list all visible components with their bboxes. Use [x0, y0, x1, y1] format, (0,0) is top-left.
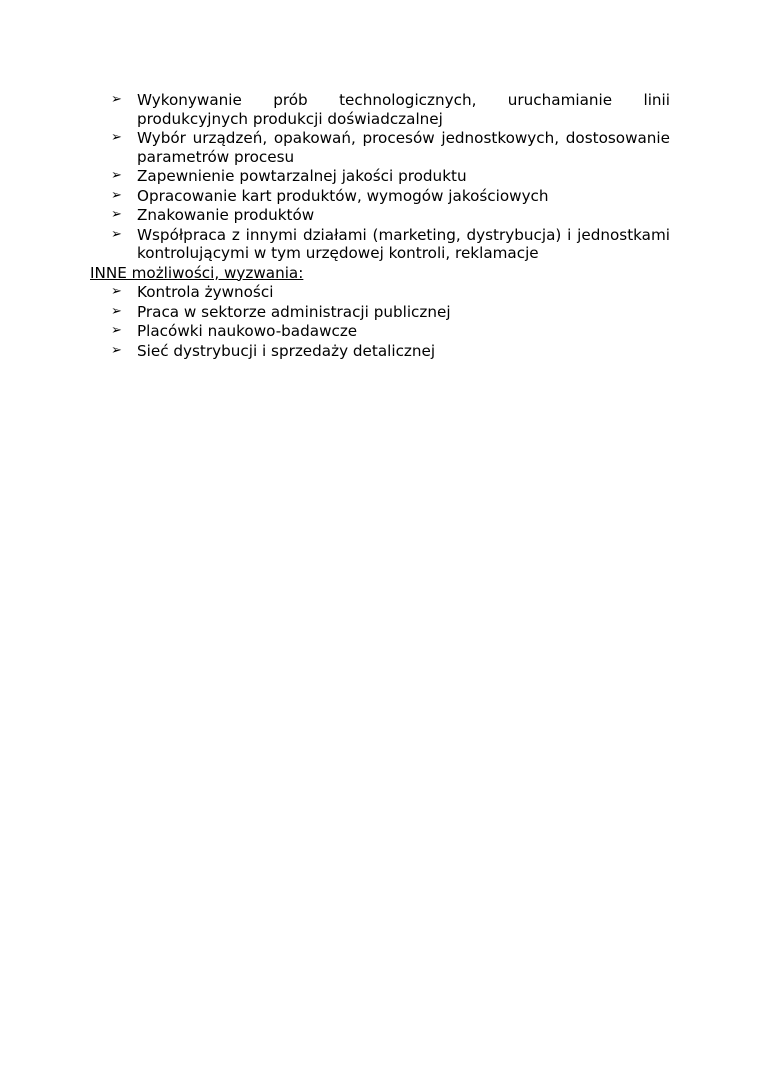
document-content: [90, 91, 670, 361]
arrowhead-bullet-icon: ➢: [111, 342, 122, 358]
list-item-text: Opracowanie kart produktów, wymogów jakościowych: [137, 186, 549, 205]
list-item: [111, 129, 670, 166]
section-heading: INNE możliwości, wyzwania:: [90, 263, 304, 282]
list-item: [111, 341, 670, 361]
arrowhead-bullet-icon: ➢: [111, 284, 122, 299]
list-item: [111, 283, 670, 302]
list-item: [111, 91, 670, 128]
list-item-text: Wykonywanie prób technologicznych, uruchamianie linii produkcyjnych produkcji doświadczalnej: [137, 91, 670, 128]
list-item-text: Współpraca z innymi działami (marketing, dystrybucja) i jednostkami kontrolującymi w tym urzędowej kontroli, reklamacje: [137, 225, 670, 262]
list-item-text: Kontrola żywności: [137, 283, 274, 301]
list-item-text: Znakowanie produktów: [137, 206, 315, 224]
arrowhead-bullet-icon: ➢: [111, 130, 122, 145]
other-opportunities-list: [90, 283, 670, 360]
list-item: [111, 302, 670, 322]
list-item: [111, 206, 670, 225]
list-item-text: Sieć dystrybucji i sprzedaży detalicznej: [137, 341, 436, 360]
duties-list: [90, 91, 670, 263]
list-item: [111, 225, 670, 263]
arrowhead-bullet-icon: ➢: [111, 187, 122, 203]
arrowhead-bullet-icon: ➢: [111, 168, 122, 183]
list-item: [111, 186, 670, 206]
arrowhead-bullet-icon: ➢: [111, 303, 122, 319]
arrowhead-bullet-icon: ➢: [111, 92, 122, 107]
arrowhead-bullet-icon: ➢: [111, 207, 122, 222]
list-item-text: Praca w sektorze administracji publicznej: [137, 302, 451, 321]
list-item-text: Wybór urządzeń, opakowań, procesów jednostkowych, dostosowanie parametrów procesu: [137, 129, 670, 166]
arrowhead-bullet-icon: ➢: [111, 323, 122, 338]
list-item: [111, 322, 670, 341]
list-item-text: Placówki naukowo-badawcze: [137, 322, 358, 340]
arrowhead-bullet-icon: ➢: [111, 226, 122, 242]
list-item: [111, 167, 670, 186]
list-item-text: Zapewnienie powtarzalnej jakości produktu: [137, 167, 467, 185]
